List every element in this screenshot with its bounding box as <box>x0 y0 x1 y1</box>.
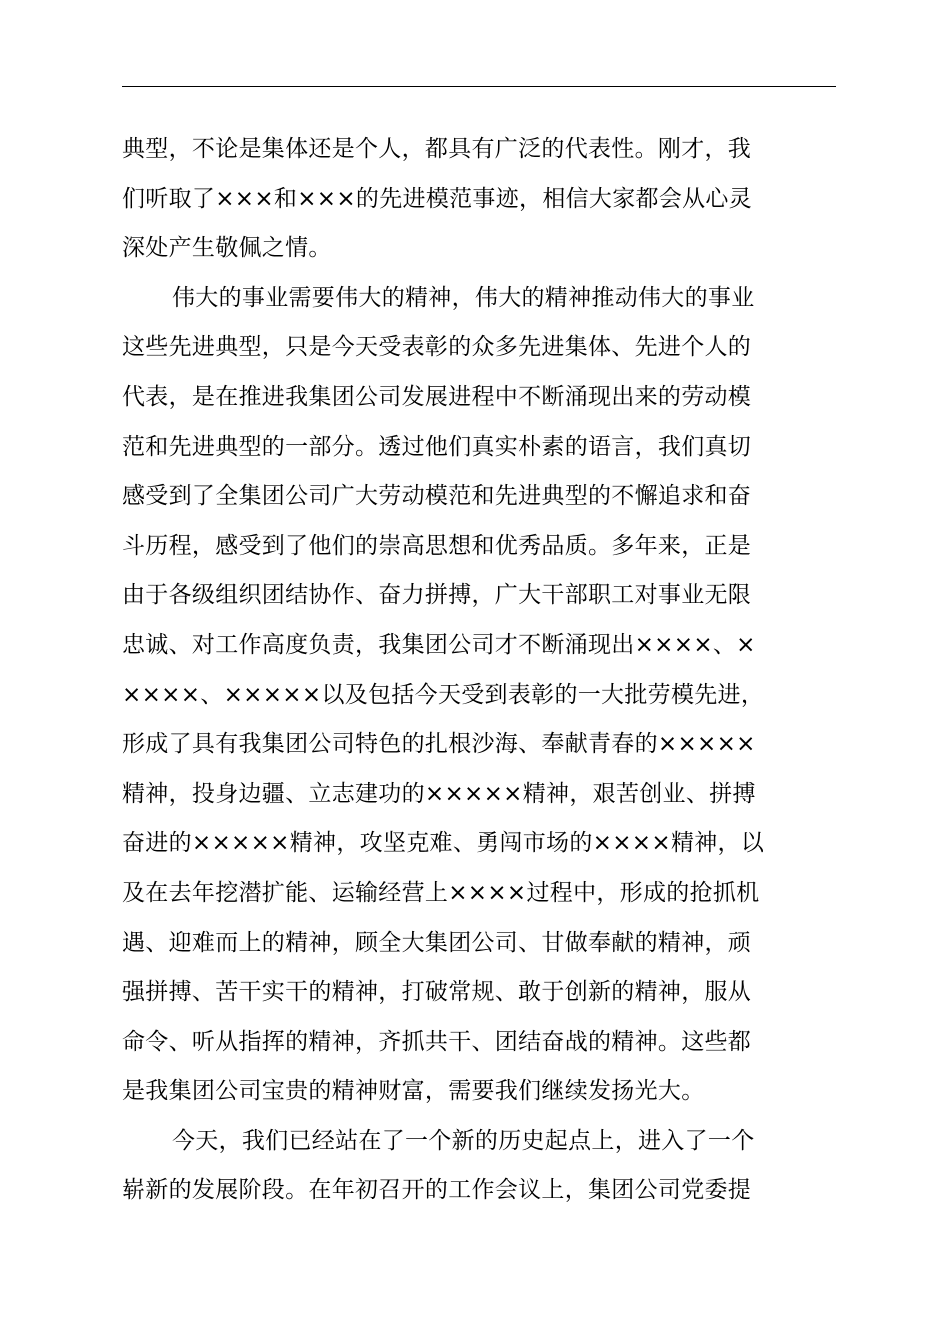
text-line: 们听取了×××和×××的先进模范事迹，相信大家都会从心灵 <box>122 185 753 212</box>
paragraph-first-line: 伟大的事业需要伟大的精神，伟大的精神推动伟大的事业 <box>172 284 755 311</box>
text-line: 典型，不论是集体还是个人，都具有广泛的代表性。刚才，我 <box>122 136 752 162</box>
text-line: 命令、听从指挥的精神，齐抓共干、团结奋战的精神。这些都 <box>122 1028 752 1055</box>
text-line: 形成了具有我集团公司特色的扎根沙海、奉献青春的××××× <box>122 731 756 758</box>
text-line: 感受到了全集团公司广大劳动模范和先进典型的不懈追求和奋 <box>122 483 752 510</box>
text-line: 奋进的×××××精神，攻坚克难、勇闯市场的××××精神，以 <box>122 830 765 857</box>
text-line: 遇、迎难而上的精神，顾全大集团公司、甘做奉献的精神，顽 <box>122 929 752 956</box>
text-line: 深处产生敬佩之情。 <box>122 235 332 262</box>
text-line: 代表，是在推进我集团公司发展进程中不断涌现出来的劳动模 <box>122 383 752 410</box>
text-line: 由于各级组织团结协作、奋力拼搏，广大干部职工对事业无限 <box>122 582 752 609</box>
text-line: 及在去年挖潜扩能、运输经营上××××过程中，形成的抢抓机 <box>122 879 760 906</box>
text-line: 强拼搏、苦干实干的精神，打破常规、敢于创新的精神，服从 <box>122 979 752 1006</box>
text-line: 范和先进典型的一部分。透过他们真实朴素的语言，我们真切 <box>122 433 752 460</box>
header-rule <box>122 86 836 87</box>
text-line: 精神，投身边疆、立志建功的×××××精神，艰苦创业、拼搏 <box>122 780 756 807</box>
text-line: 这些先进典型，只是今天受表彰的众多先进集体、先进个人的 <box>122 334 752 361</box>
text-line: ××××、×××××以及包括今天受到表彰的一大批劳模先进， <box>122 681 765 708</box>
text-line: 斗历程，感受到了他们的崇高思想和优秀品质。多年来，正是 <box>122 532 752 559</box>
document-body <box>122 125 836 1216</box>
text-line: 是我集团公司宝贵的精神财富，需要我们继续发扬光大。 <box>122 1078 705 1105</box>
paragraph-first-line: 今天，我们已经站在了一个新的历史起点上，进入了一个 <box>172 1127 755 1154</box>
text-line: 忠诚、对工作高度负责，我集团公司才不断涌现出××××、× <box>122 631 756 658</box>
text-line: 崭新的发展阶段。在年初召开的工作会议上，集团公司党委提 <box>122 1177 752 1204</box>
